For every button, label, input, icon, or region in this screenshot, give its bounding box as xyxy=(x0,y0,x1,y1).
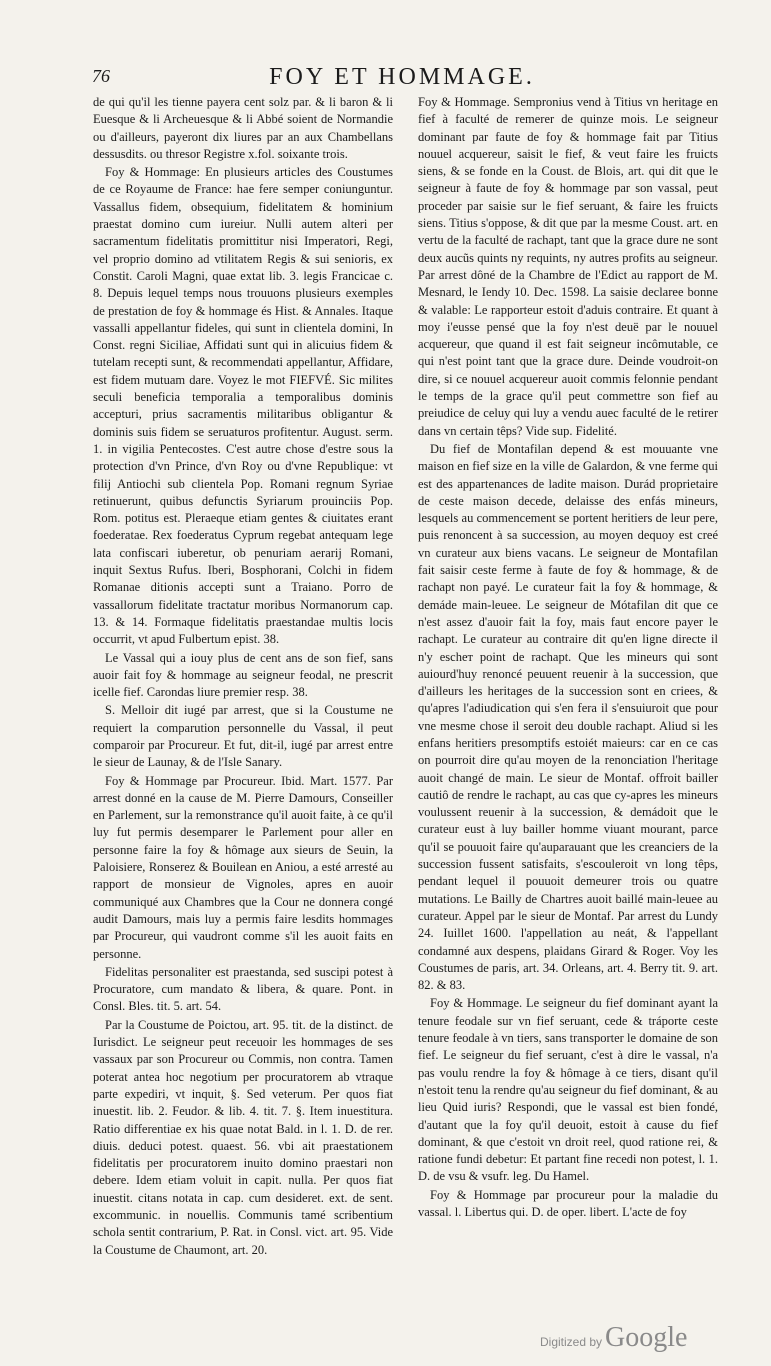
paragraph: Foy & Hommage: En plusieurs articles des Coustumes de ce Royaume de France: hae fere semper coniunguntur. Vassallus fidem, obsequium, fidelitatem & hominium praestat domino cum iureiur. Nulli autem alteri per sacramentum fidelitatis promittitur nisi Imperatori, Regi, vel proprio domino ad vtilitatem Regis & sui senioris, ex Constit. Caroli Magni, quae extat lib. 3. legis Francicae c. 8. Depuis lequel temps nous trouuons plusieurs exemples de prestation de foy & hommage és Hist. & Annales. Itaque vassalli appellantur fideles, qui sunt in clientela domini, In Const. regni Siciliae, Affidati sunt qui in alicuius fidem & tutelam recepti sunt, & recommendati appellantur, Affidare, est fidem mutuam dare. Voyez le mot FIEFVÉ. Sic milites seculi beneficia temporalia a temporalibus dominis accepturi, prius sacramentis militaribus obligantur & dominis suis fidem se seruaturos profitentur. August. serm. 1. in vigilia Pentecostes. C'est autre chose d'estre sous la protection d'vn Prince, d'vn Roy ou d'vne Republique: vt filij Antiochi sub clientela Pop. Romani regnum Syriae retinuerunt, quibus defunctis Syriarum prouinciis Pop. Rom. potitus est. Pleraeque etiam gentes & ciuitates erant foederatae. Rex foederatus Cyprum regebat antequam lege lata confiscari iuberetur, ob penuriam aerarij Romani, inquit Sextus Rufus. Iberi, Bosphorani, Colchi in fidem Romanae ditionis accepti sunt a Traiano. Porro de vassallorum fidelitate tractatur moribus Normanorum cap. 13. & 14. Formaque fidelitatis praestandae multis locis occurrit, vt apud Fulbertum epist. 38. xyxy=(93,165,393,647)
page-header xyxy=(92,64,712,98)
paragraph: Foy & Hommage par procureur pour la maladie du vassal. l. Libertus qui. D. de oper. libert. L'acte de foy xyxy=(418,1187,718,1219)
paragraph: Par la Coustume de Poictou, art. 95. tit. de la distinct. de Iurisdict. Le seigneur peut receuoir les hommages de ses vassaux par son Procureur ou Commis, non contra. Tamen poterat antea hoc negotium per procuratorem ab vtraque parte expediri, vt inquit, §. Sed veterum. Per quos fiat inuestit. lib. 2. Feudor. & lib. 4. tit. 7. §. Item inuestitura. Ratio differentiae ex his quae notat Bald. in l. 1. D. de rer. diuis. deduci potest. quaest. 56. vbi ait praestationem fidelitatis per procuratorem inuito domino praestari non debere. Idem etiam voluit in capit. nulla. Per quos fiat inuestit. citans notata in cap. cum desideret. ext. de sent. excommunic. in nouellis. Communis tamé scribentium schola sentit contrarium, P. Rat. in Consl. vict. art. 95. Vide la Coustume de Chaumont, art. 20. xyxy=(93,1017,393,1257)
digitized-watermark xyxy=(540,1322,687,1354)
paragraph: S. Melloir dit iugé par arrest, que si la Coustume ne requiert la comparution personnelle du Vassal, il peut comparoir par Procureur. Et fut, dit-il, iugé par arrest entre le sieur de Launay, & de l'Isle Sanary. xyxy=(93,703,393,770)
paragraph: de qui qu'il les tienne payera cent solz par. & li baron & li Euesque & li Archeuesque & li Abbé soient de Normandie ou d'ailleurs, payeront dix liures par an aux Chambellans dessusdits. ou thresor Registre x.fol. soixante trois. xyxy=(93,95,393,161)
paragraph: Le Vassal qui a iouy plus de cent ans de son fief, sans auoir fait foy & hommage au seigneur feodal, ne prescrit icelle fief. Carondas liure premier resp. 38. xyxy=(93,650,393,700)
watermark-prefix: Digitized by xyxy=(540,1335,603,1349)
running-head: FOY ET HOMMAGE. xyxy=(269,64,535,90)
left-column xyxy=(93,94,393,1260)
right-column xyxy=(418,94,718,1222)
paragraph: Fidelitas personaliter est praestanda, sed suscipi potest à Procuratore, cum mandato & libera, & quare. Pont. in Consl. Bles. tit. 5. art. 54. xyxy=(93,964,393,1014)
google-logo: Google xyxy=(605,1322,688,1353)
paragraph: Du fief de Montafilan depend & est mouuante vne maison en fief size en la ville de Galardon, & vne ferme qui est des appartenances de ladite maison. Durád proprietaire de ceste maison decede, delaisse des enfás mineurs, lesquels au commencement se portent heritiers de leur pere, puis renoncent à sa succession, au moyen dequoy est creé vn curateur aux biens vacans. Le seigneur de Montafilan fait saisir ceste ferme à faute de foy & hommage, & de rachapt non payé. Le curateur fait la foy & hommage, & demáde main-leuee. Le seigneur de Mótafilan dit que ce n'est assez d'auoir fait la foy, mais faut encore payer le rachapt. Le curateur au contraire dit qu'en ligne directe il n'y escheт point de rachapt. Que les mineurs qui sont auiourd'huy renoncé peuuent reuenir à la succession, que d'ailleurs les heritages de la succession sont en criees, & qu'apres l'adiudication qui s'en fera il s'ensuiuroit que pour vne mesme chose il seroit deu double rachapt. Aliud si les enfans heritiers presomptifs estoiét maieurs: car en ce cas on pourroit dire qu'au moyen de la renonciation l'heritage auoit changé de main. Le sieur de Montaf. offroit bailler cautiô de rendre le rachapt, au cas que cy-apres les mineurs voulussent reuenir à la succession, & demádoit que le curateur eust à luy bailler homme viuant mourant, parce qu'il se pouuoit faire qu'auparauant que les creanciers de la succession fussent satisfaits, s'escouleroit vn long têps, pendant lequel il pouuoit demeurer trois ou quatre mutations. Le Bailly de Chartres auoit baillé main-leuee au curateur. Appel par le sieur de Montaf. Par arrest du Lundy 24. Iuillet 1600. l'appellation au neát, & l'appellant condamné aux despens, plaidans Girard & Roger. Voy les Coustumes de paris, art. 34. Orleans, art. 4. Berry tit. 9. art. 82. & 83. xyxy=(418,441,718,993)
page-number: 76 xyxy=(92,66,110,86)
paragraph: Foy & Hommage. Le seigneur du fief dominant ayant la tenure feodale sur vn fief seruant, cede & tráporte ceste tenure feodale à vn tiers, sans transporter le domaine de son fief. Le seigneur du fief seruant, c'est à dire le vassal, n'a pas voulu rendre la foy & hômage à ce tiers, disant qu'il n'estoit tenu la rendre qu'au seigneur du fief dominant, & au lieu Quid iuris? Respondi, que le vassal est bien fondé, d'autant que la foy qu'il deuoit, estoit à cause du fief dominant, & que c'estoit vn droit reel, quod ratione rei, & ratione fundi debetur: Et partant fine recedi non potest, l. 1. D. de vsu & vsufr. leg. Du Hamel. xyxy=(418,996,718,1184)
paragraph: Foy & Hommage par Procureur. Ibid. Mart. 1577. Par arrest donné en la cause de M. Pierre Damours, Conseiller en Parlement, sur la remonstrance qu'il auoit faite, à ce qu'il luy fut permis desemparer le Parlement pour aller en personne faire la foy & hômage aux sieurs de Seuin, la Paloisiere, Ronserez & Bouilean en Aniou, a esté arresté au rapport de monsieur de Vignoles, apres en auoir communiqué aux Chambres que la Cour ne donnera congé audit Damours, mais luy a permis faire lesdits hommages par Procureur, qui vaudront comme s'il les auoit faits en personne. xyxy=(93,773,393,961)
paragraph: Foy & Hommage. Sempronius vend à Titius vn heritage en fief à faculté de remerer de quinze mois. Le seigneur dominant par faute de foy & hommage fait par Titius nouuel acquereur, saisit le fief, & veut faire les fruicts siens, & se fonde en la Coust. de Blois, art. qui dit que le seigneur à faute de foy & hommage par son vassal, peut proceder par saisie sur le fief seruant, & faire les fruicts siens. Titius s'oppose, & dit que par la mesme Coust. art. en vertu de la faculté de rachapt, tant que la grace dure ne sont deux aucũs quints ny requints, ny autres profits au seigneur. Par arrest dôné de la Chambre de l'Edict au rapport de M. Mesnard, le Iendy 10. Dec. 1598. La saisie declaree bonne & valable: Le rapporteur estoit d'aduis contraire. Et quant à moy i'eusse pensé que la foy n'est deuë par le nouuel acquereur, que quand il est fait seigneur incômutable, ce qui n'est point tant que la grace dure. Deinde voudroit-on dire, si ce nouuel acquereur auoit commis felonnie pendant le temps de la grace qu'il peut commettre son fief au preiudice de celuy qui luy a vendu auec faculté de le retirer dans vn certain têps? Vide sup. Fidelité. xyxy=(418,95,718,438)
